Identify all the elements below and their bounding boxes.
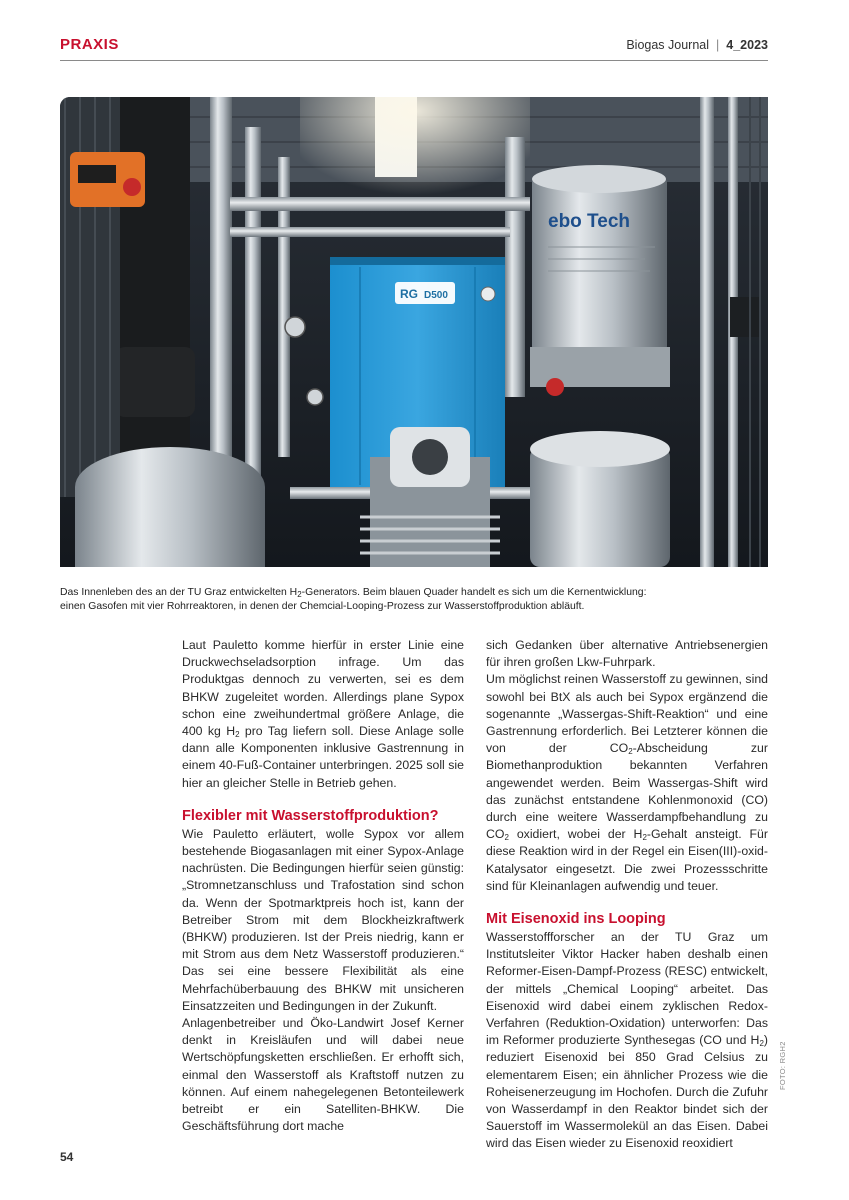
journal-info [626, 38, 768, 52]
caption-line-2: einen Gasofen mit vier Rohrreaktoren, in denen der Chemcial-Looping-Prozess zur Wasserstoffproduktion abläuft. [60, 601, 585, 612]
hydrogen-generator-illustration [60, 97, 768, 567]
header-separator: | [716, 38, 720, 52]
caption-line-1: Das Innenleben des an der TU Graz entwickelten $H_2$-Generators. Beim blauen Quader handelt es sich um die Kernentwicklung: [60, 587, 647, 599]
subheading-flexibility: Flexibler mit Wasserstoffproduktion? [182, 807, 439, 824]
journal-name: Biogas Journal [626, 38, 710, 52]
svg-text:ebo Tech: ebo Tech [548, 211, 630, 232]
page-number: 54 [60, 1150, 74, 1164]
subheading-iron-oxide: Mit Eisenoxid ins Looping [486, 911, 666, 928]
text-column-right [486, 637, 768, 1153]
paragraph: Wasserstoffforscher an der TU Graz um Institutsleiter Viktor Hacker haben deshalb einen Reformer-Eisen-Dampf-Prozess (RESC) entwickelt, der mittels „Chemical Looping“ arbeitet. Das Eisenoxid wird dabei einem zyklischen Redox-Verfahren (Reduktion-Oxidation) unterworfen: Das im Reformer produzierte Synthesegas (CO und $H_2$) reduziert Eisenoxid bei 850 Grad Celsius zu elementarem Eisen; ein ähnlicher Prozess wie die Roheisenerzeugung im Hochofen. Durch die Zufuhr von Wasserdampf in den Reaktor bindet sich der Sauerstoff im Wassermolekül an das Eisen. Dabei wird das Eisen wieder zu Eisenoxid reoxidiert [486, 930, 768, 1151]
paragraph: Wie Pauletto erläutert, wolle Sypox vor allem bestehende Biogasanlagen mit einer Sypox-Anlage nachrüsten. Die Bedingungen hierfür seien günstig: „Stromnetzanschluss und Trafostation sind schon da. Wenn der Spotmarktpreis hoch ist, kann der Betreiber Strom mit dem Blockheizkraftwerk (BHKW) produzieren. Ist der Preis niedrig, kann er mit Strom aus dem Netz Wasserstoff produzieren.“ Das sei eine bessere Flexibilität als eine Mehrfachüberbauung des BHKW mit unsicheren Einsatzzeiten und Bedingungen in der Zukunft. [182, 826, 464, 1013]
article-photo [60, 97, 768, 567]
paragraph: Um möglichst reinen Wasserstoff zu gewinnen, sind sowohl bei BtX als auch bei Sypox ergänzend die sogenannte „Wassergas-Shift-Reaktion“ und eine Gastrennung erforderlich. Bei Letzterer können die von der $CO_2$-Abscheidung zur Biomethanproduktion bekannten Verfahren angewendet werden. Beim Wassergas-Shift wird das zunächst entstandene Kohlenmonoxid (CO) durch eine weitere Wasserdampfbehandlung zu $CO_2$ oxidiert, wobei der $H_2$-Gehalt ansteigt. Für diese Reaktion wird in der Regel ein Eisen(III)-oxid-Katalysator eingesetzt. Die zwei Prozessschritte sind für Kleinanlagen aufwendig und teuer. [486, 672, 768, 893]
photo-credit: FOTO: RGH2 [778, 1041, 787, 1090]
text-column-left [182, 637, 464, 1135]
page-header [60, 34, 768, 61]
paragraph: Laut Pauletto komme hierfür in erster Linie eine Druckwechseladsorption infrage. Um das Produktgas dennoch zu verwerten, sei es dem BHKW zugeleitet worden. Allerdings plane Sypox schon eine zweihundertmal größere Anlage, die 400 kg $H_2$ pro Tag liefern soll. Diese Anlage solle dann alle Komponenten inklusive Gastrennung in einem 40-Fuß-Container unterbringen. 2025 soll sie hier an gleicher Stelle in Betrieb gehen. [182, 638, 465, 790]
issue-number: 4_2023 [726, 38, 768, 52]
photo-caption [60, 586, 768, 614]
section-title: PRAXIS [60, 36, 119, 53]
svg-text:RG: RG [400, 287, 418, 301]
paragraph: Anlagenbetreiber und Öko-Landwirt Josef Kerner denkt in Kreisläufen und will dabei neue Wertschöpfungsketten erschließen. Er erhofft sich, einmal den Wasserstoff als Kraftstoff nutzen zu können. Auf einem nahegelegenen Betonteilewerk betreibt er ein Satelliten-BHKW. Die Geschäftsführung dort mache [182, 1016, 464, 1134]
paragraph: sich Gedanken über alternative Antriebsenergien für ihren großen Lkw-Fuhrpark. [486, 638, 768, 670]
svg-text:D500: D500 [424, 290, 448, 301]
